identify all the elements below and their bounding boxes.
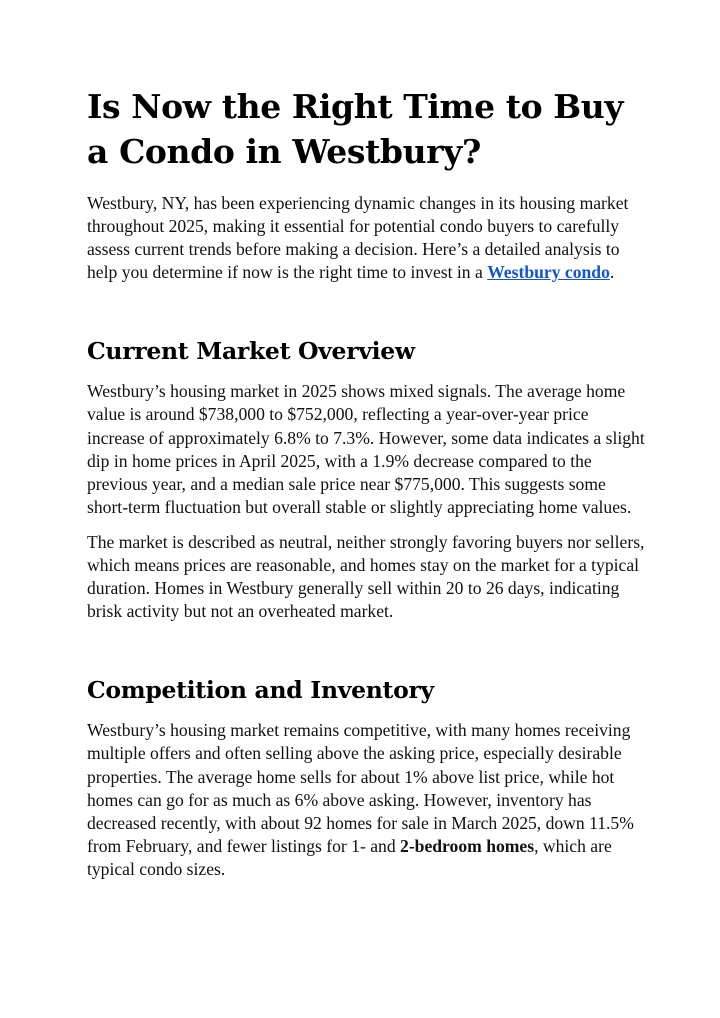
section-spacer <box>87 296 647 336</box>
section-heading-market-overview: Current Market Overview <box>87 337 415 366</box>
page-title: Is Now the Right Time to Buy a Condo in Westbury? <box>87 87 624 171</box>
intro-text-end: . <box>609 262 615 283</box>
competition-paragraph <box>87 719 647 881</box>
bedroom-homes-emphasis: 2-bedroom homes <box>400 835 535 856</box>
intro-text: Westbury, NY, has been experiencing dynamic changes in its housing market throughout 2025, making it essential for potential condo buyers to carefully assess current trends before making a decision. Here’s a detailed analysis to help you determine if now is the right time to invest in a <box>87 193 629 283</box>
westbury-condo-link[interactable]: Westbury condo <box>487 262 610 283</box>
market-overview-paragraph-2: The market is described as neutral, neither strongly favoring buyers nor sellers, which means prices are reasonable, and homes stay on the market for a typical duration. Homes in Westbury generally sell within 20 to 26 days, indicating brisk activity but not an overheated market. <box>87 531 645 622</box>
intro-paragraph <box>87 192 647 284</box>
competition-text-end: , which are typical condo sizes. <box>87 835 612 879</box>
section-spacer <box>87 635 647 675</box>
section-heading-competition: Competition and Inventory <box>87 676 434 705</box>
market-overview-paragraph-1: Westbury’s housing market in 2025 shows mixed signals. The average home value is around $738,000 to $752,000, reflecting a year-over-year price increase of approximately 6.8% to 7.3%. However, some data indicates a slight dip in home prices in April 2025, with a 1.9% decrease compared to the previous year, and a median sale price near $775,000. This suggests some short-term fluctuation but overall stable or slightly appreciating home values. <box>87 381 645 517</box>
document-page <box>87 84 647 893</box>
competition-text: Westbury’s housing market remains competitive, with many homes receiving multiple offers and often selling above the asking price, especially desirable properties. The average home sells for about 1% above list price, while hot homes can go for as much as 6% above asking. However, inventory has decreased recently, with about 92 homes for sale in March 2025, down 11.5% from February, and fewer listings for 1- and <box>87 720 634 856</box>
